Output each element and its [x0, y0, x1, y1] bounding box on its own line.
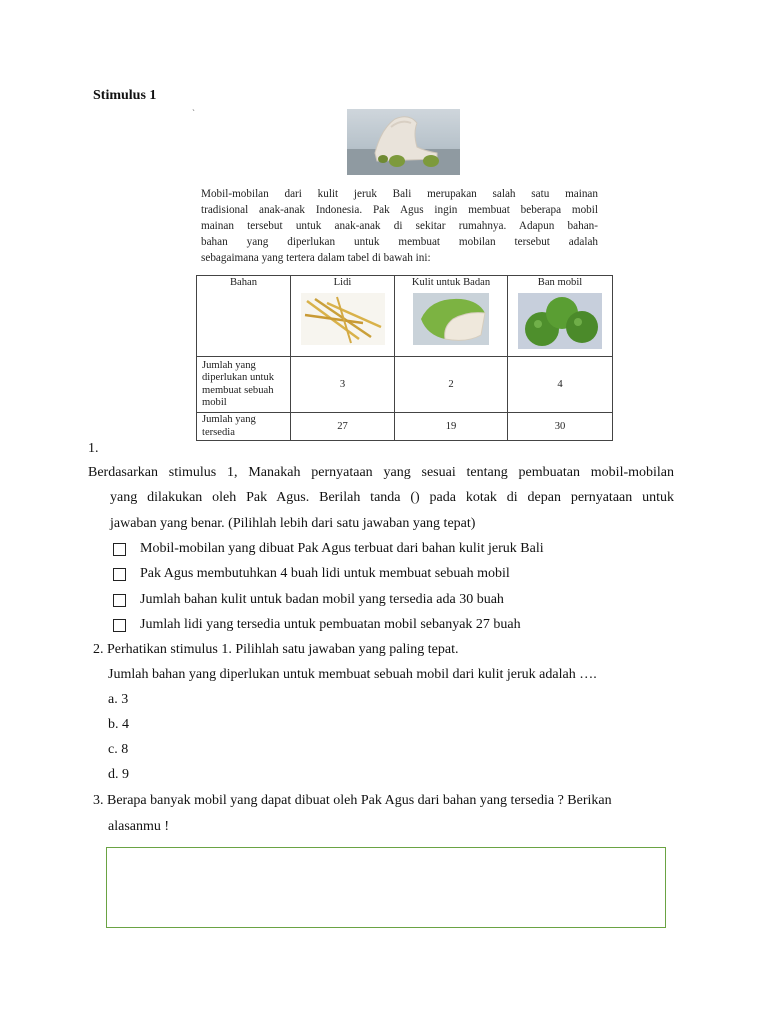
orange-peel-car-photo — [347, 109, 460, 175]
checkbox[interactable] — [113, 543, 126, 556]
header-label: Lidi — [333, 277, 352, 288]
green-oranges-image — [518, 293, 602, 349]
header-label: Ban mobil — [537, 277, 583, 288]
q1-option-4[interactable] — [113, 617, 521, 633]
question-3-text: 3. Berapa banyak mobil yang dapat dibuat oleh Pak Agus dari bahan yang tersedia ? Berikan — [93, 793, 612, 808]
question-2-prompt: Jumlah bahan yang diperlukan untuk membuat sebuah mobil dari kulit jeruk adalah …. — [108, 667, 597, 682]
option-label: Mobil-mobilan yang dibuat Pak Agus terbuat dari bahan kulit jeruk Bali — [140, 541, 544, 556]
header-kulit — [395, 276, 508, 357]
stimulus-line: Mobil-mobilan dari kulit jeruk Bali merupakan salah satu mainan — [201, 188, 598, 200]
stimulus-line: mainan tersebut untuk anak-anak di sekitar rumahnya. Adapun bahan- — [201, 220, 598, 232]
header-lidi — [291, 276, 395, 357]
question-3-text: alasanmu ! — [108, 819, 170, 834]
header-label: Kulit untuk Badan — [411, 277, 491, 288]
header-ban — [508, 276, 613, 357]
q2-choice-a[interactable]: a. 3 — [108, 692, 129, 707]
checkbox[interactable] — [113, 568, 126, 581]
orange-peel-car-illustration — [347, 109, 460, 175]
question-1-text: Berdasarkan stimulus 1, Manakah pernyataan yang sesuai tentang pembuatan mobil-mobilan — [88, 465, 674, 480]
q1-option-2[interactable] — [113, 566, 510, 582]
stimulus-line: sebagaimana yang tertera dalam tabel di bawah ini: — [201, 252, 431, 264]
option-label: Pak Agus membutuhkan 4 buah lidi untuk membuat sebuah mobil — [140, 566, 510, 581]
stimulus-line: tradisional anak-anak Indonesia. Pak Agus ingin membuat beberapa mobil — [201, 204, 598, 216]
cell-value: 19 — [395, 413, 508, 441]
cell-value: 3 — [291, 357, 395, 413]
q1-option-1[interactable] — [113, 541, 544, 557]
q2-choice-c[interactable]: c. 8 — [108, 742, 129, 757]
cell-value: 30 — [508, 413, 613, 441]
q2-choice-d[interactable]: d. 9 — [108, 767, 129, 782]
cell-value: 27 — [291, 413, 395, 441]
answer-box[interactable] — [106, 847, 666, 928]
question-1-text: yang dilakukan oleh Pak Agus. Berilah tanda () pada kotak di depan pernyataan untuk — [110, 490, 674, 505]
stimulus-title: Stimulus 1 — [93, 88, 157, 103]
cell-value: 4 — [508, 357, 613, 413]
header-label: Bahan — [229, 277, 258, 288]
stray-mark: ˏ — [192, 101, 195, 111]
orange-peel-image — [413, 293, 489, 345]
question-1-text: jawaban yang benar. (Pilihlah lebih dari satu jawaban yang tepat) — [110, 516, 476, 531]
option-label: Jumlah bahan kulit untuk badan mobil yang tersedia ada 30 buah — [140, 592, 504, 607]
question-2-text: 2. Perhatikan stimulus 1. Pilihlah satu jawaban yang paling tepat. — [93, 642, 459, 657]
lidi-sticks-image — [301, 293, 385, 345]
stimulus-text — [201, 186, 598, 266]
q2-choice-b[interactable]: b. 4 — [108, 717, 129, 732]
materials-table — [196, 275, 613, 441]
q1-option-3[interactable] — [113, 592, 504, 608]
checkbox[interactable] — [113, 619, 126, 632]
cell-value: 2 — [395, 357, 508, 413]
header-bahan — [197, 276, 291, 357]
row-label-diperlukan: Jumlah yang diperlukan untuk membuat sebuah mobil — [197, 357, 291, 413]
row-label-tersedia: Jumlah yang tersedia — [197, 413, 291, 441]
stimulus-line: bahan yang diperlukan untuk membuat mobilan tersebut adalah — [201, 236, 598, 248]
question-1-number: 1. — [88, 441, 99, 456]
checkbox[interactable] — [113, 594, 126, 607]
option-label: Jumlah lidi yang tersedia untuk pembuatan mobil sebanyak 27 buah — [140, 617, 521, 632]
